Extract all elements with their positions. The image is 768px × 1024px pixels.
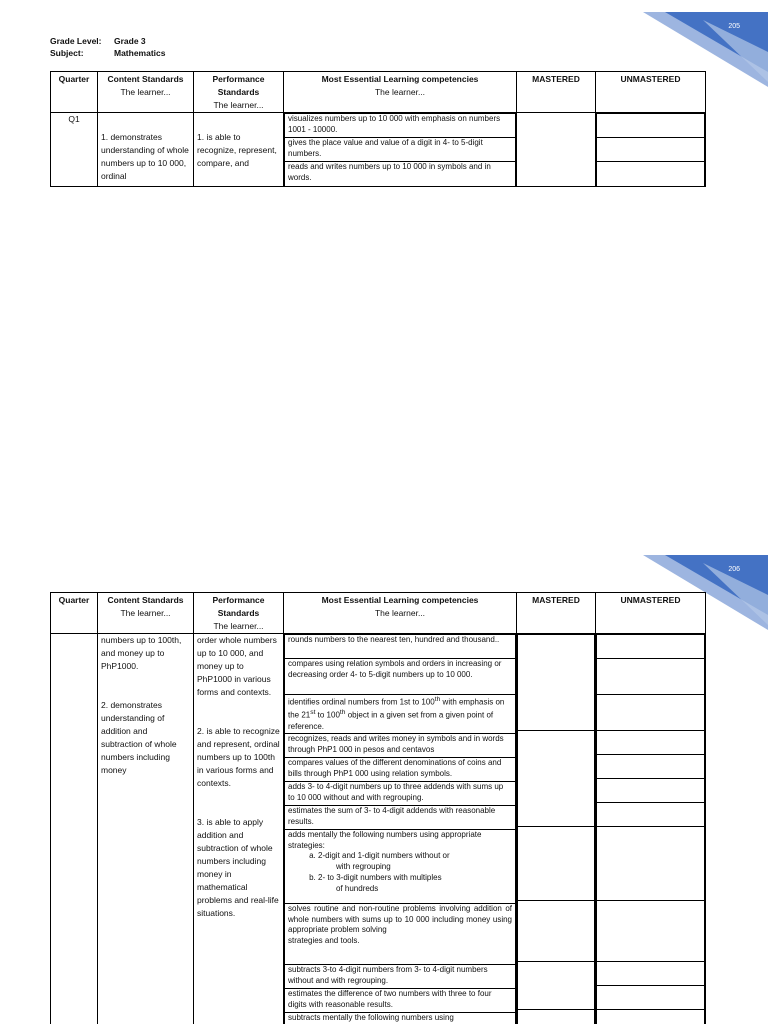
- competency-item: compares using relation symbols and orders in increasing or decreasing order 4- to 5-digit numbers up to 10 000.: [285, 659, 516, 695]
- competency-subitem: a. 2-digit and 1-digit numbers without or with regrouping: [318, 851, 512, 873]
- unmastered-checkbox-cell[interactable]: [597, 695, 705, 731]
- performance-standard-cell: 1. is able to recognize, represent, compare, and: [194, 113, 284, 187]
- performance-standards-header: Performance Standards The learner...: [194, 72, 284, 113]
- unmastered-cell: [596, 113, 706, 187]
- competency-item: adds mentally the following numbers using appropriate strategies: a. 2-digit and 1-digit numbers without or with regrouping b. 2- to 3-digit numbers with multiples of hundreds: [285, 829, 516, 903]
- competency-item: estimates the sum of 3- to 4-digit addends with reasonable results.: [285, 805, 516, 829]
- mastered-checkbox-cell[interactable]: [518, 1010, 595, 1024]
- curriculum-table: [50, 592, 706, 1024]
- subject-value: Mathematics: [114, 48, 166, 58]
- unmastered-checkbox-cell[interactable]: [597, 901, 705, 962]
- mastered-header: MASTERED: [517, 593, 596, 634]
- page-number: 206: [728, 566, 740, 573]
- unmastered-checkbox-cell[interactable]: [597, 779, 705, 803]
- unmastered-header: UNMASTERED: [596, 72, 706, 113]
- mastered-checkbox-cell[interactable]: [518, 827, 595, 901]
- competency-item: subtracts mentally the following numbers using: [285, 1012, 516, 1024]
- content-standards-header: Content Standards The learner...: [98, 72, 194, 113]
- quarter-header: Quarter: [51, 593, 98, 634]
- unmastered-checkbox-cell[interactable]: [597, 659, 705, 695]
- competency-item: estimates the difference of two numbers with three to four digits with reasonable results.: [285, 988, 516, 1012]
- unmastered-checkbox-cell[interactable]: [597, 827, 705, 901]
- mec-header: Most Essential Learning competencies The learner...: [284, 593, 517, 634]
- competency-cell: [284, 634, 517, 1024]
- unmastered-checkbox-cell[interactable]: [597, 114, 705, 138]
- competency-item: subtracts 3-to 4-digit numbers from 3- to 4-digit numbers without and with regrouping.: [285, 964, 516, 988]
- mastered-checkbox-cell[interactable]: [518, 901, 595, 962]
- quarter-header: Quarter: [51, 72, 98, 113]
- content-standards-header: Content Standards The learner...: [98, 593, 194, 634]
- unmastered-cell: [596, 634, 706, 1024]
- table-header-row: [51, 593, 706, 634]
- content-standard-cell: numbers up to 100th, and money up to PhP1000. 2. demonstrates understanding of addition and subtraction of whole numbers including money: [98, 634, 194, 1024]
- competency-subitem: b. 2- to 3-digit numbers with multiples of hundreds: [318, 873, 512, 895]
- curriculum-table: [50, 71, 706, 187]
- mastered-checkbox-cell[interactable]: [518, 962, 595, 1010]
- page-number: 205: [728, 23, 740, 30]
- unmastered-header: UNMASTERED: [596, 593, 706, 634]
- competency-item: recognizes, reads and writes money in symbols and in words through PhP1 000 in pesos and centavos: [285, 733, 516, 757]
- mastered-checkbox-cell[interactable]: [518, 731, 595, 827]
- subject-label: Subject:: [50, 48, 84, 58]
- competency-item: rounds numbers to the nearest ten, hundred and thousand..: [285, 635, 516, 659]
- unmastered-checkbox-cell[interactable]: [597, 138, 705, 162]
- mastered-checkbox-cell[interactable]: [518, 635, 595, 731]
- performance-standards-header: Performance Standards The learner...: [194, 593, 284, 634]
- competency-item: visualizes numbers up to 10 000 with emphasis on numbers 1001 - 10000.: [285, 114, 516, 138]
- mastered-header: MASTERED: [517, 72, 596, 113]
- unmastered-checkbox-cell[interactable]: [597, 731, 705, 755]
- unmastered-checkbox-cell[interactable]: [597, 1010, 705, 1024]
- unmastered-checkbox-cell[interactable]: [597, 986, 705, 1010]
- table-row: [51, 634, 706, 1024]
- unmastered-checkbox-cell[interactable]: [597, 755, 705, 779]
- unmastered-checkbox-cell[interactable]: [597, 962, 705, 986]
- performance-standard-cell: order whole numbers up to 10 000, and money up to PhP1000 in various forms and contexts. 2. is able to recognize and represent, ordinal numbers up to 100th in various forms and contexts. 3. is able to apply addition and subtraction of whole numbers including money in mathematical problems and real-life situations.: [194, 634, 284, 1024]
- competency-item: solves routine and non-routine problems involving addition of whole numbers with sums up to 10 000 including money using appropriate problem solving strategies and tools.: [285, 903, 516, 964]
- competency-item: identifies ordinal numbers from 1st to 100th with emphasis on the 21st to 100th object in a given set from a given point of reference.: [285, 695, 516, 734]
- competency-item: compares values of the different denominations of coins and bills through PhP1 000 using relation symbols.: [285, 757, 516, 781]
- unmastered-checkbox-cell[interactable]: [597, 162, 705, 186]
- unmastered-checkbox-cell[interactable]: [597, 635, 705, 659]
- subject-line: [50, 48, 166, 58]
- competency-item: adds 3- to 4-digit numbers up to three addends with sums up to 10 000 without and with regrouping.: [285, 781, 516, 805]
- page-205: [0, 0, 768, 480]
- page-206: [0, 553, 768, 1024]
- content-standard-cell: 1. demonstrates understanding of whole numbers up to 10 000, ordinal: [98, 113, 194, 187]
- competency-item: reads and writes numbers up to 10 000 in symbols and in words.: [285, 162, 516, 186]
- grade-level-value: Grade 3: [114, 36, 146, 46]
- competency-cell: [284, 113, 517, 187]
- unmastered-checkbox-cell[interactable]: [597, 803, 705, 827]
- mec-header: Most Essential Learning competencies The learner...: [284, 72, 517, 113]
- mastered-cell[interactable]: [517, 113, 596, 187]
- mastered-cell: [517, 634, 596, 1024]
- competency-item: gives the place value and value of a digit in 4- to 5-digit numbers.: [285, 138, 516, 162]
- quarter-cell: Q1: [51, 113, 98, 187]
- quarter-cell: [51, 634, 98, 1024]
- table-row: [51, 113, 706, 187]
- table-header-row: [51, 72, 706, 113]
- grade-level-line: [50, 36, 146, 46]
- grade-level-label: Grade Level:: [50, 36, 102, 46]
